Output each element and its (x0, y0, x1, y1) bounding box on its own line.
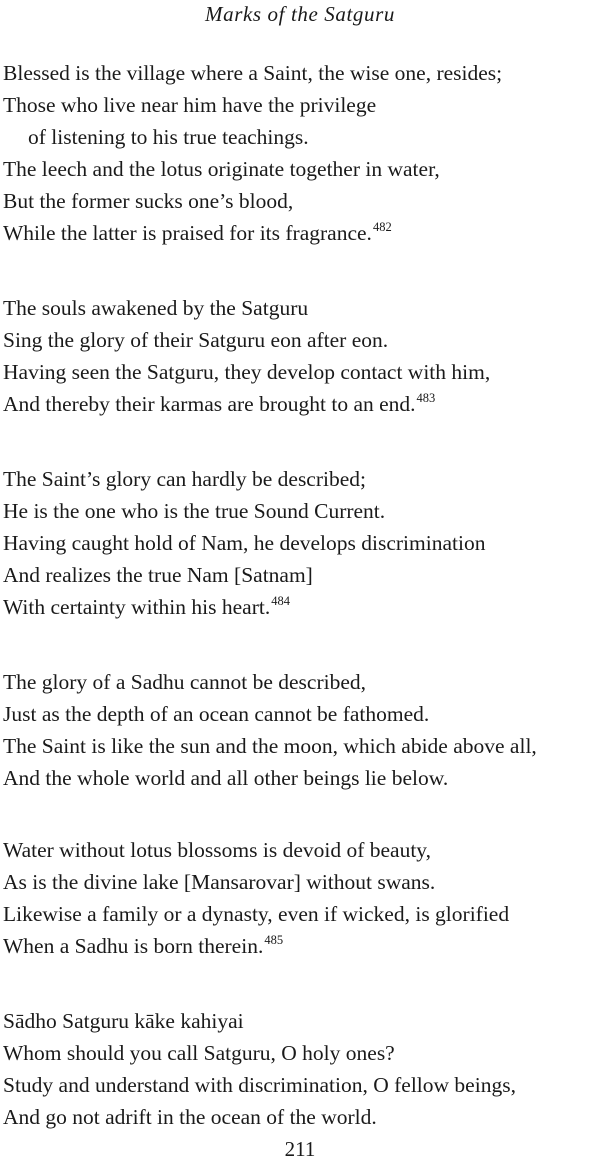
verse-text: Having caught hold of Nam, he develops discrimination (3, 531, 486, 555)
stanza (3, 57, 597, 252)
running-head: Marks of the Satguru (205, 2, 395, 26)
verse-text: The Saint is like the sun and the moon, which abide above all, (3, 734, 537, 758)
verse-text: When a Sadhu is born therein. (3, 934, 264, 958)
verse-text: He is the one who is the true Sound Current. (3, 499, 386, 523)
verse-line (3, 217, 597, 252)
verse-line (3, 1069, 597, 1101)
stanza (3, 1005, 597, 1133)
verse-text: While the latter is praised for its fragrance. (3, 221, 372, 245)
verse-text: Water without lotus blossoms is devoid of beauty, (3, 838, 432, 862)
verse-line (3, 591, 597, 626)
stanza (3, 666, 597, 794)
verse-text: Blessed is the village where a Saint, the wise one, resides; (3, 61, 503, 85)
verse-text: And realizes the true Nam [Satnam] (3, 563, 313, 587)
footnote-ref: 485 (264, 933, 284, 947)
verse-line (3, 866, 597, 898)
verse-line (3, 1101, 597, 1133)
stanza (3, 463, 597, 626)
verse-line (3, 57, 597, 89)
footnote-ref: 482 (372, 220, 392, 234)
verse-line (3, 730, 597, 762)
poem-body (3, 57, 597, 1173)
verse-text: The glory of a Sadhu cannot be described, (3, 670, 366, 694)
verse-line (3, 153, 597, 185)
verse-text: Just as the depth of an ocean cannot be fathomed. (3, 702, 430, 726)
verse-text: Whom should you call Satguru, O holy ones? (3, 1041, 395, 1065)
verse-text: And thereby their karmas are brought to an end. (3, 392, 416, 416)
verse-text: Study and understand with discrimination, O fellow beings, (3, 1073, 516, 1097)
verse-line (3, 930, 597, 965)
verse-line (3, 89, 597, 121)
verse-line (3, 356, 597, 388)
verse-line (3, 898, 597, 930)
verse-line (3, 527, 597, 559)
verse-text: And go not adrift in the ocean of the world. (3, 1105, 377, 1129)
page-number: 211 (284, 1137, 316, 1161)
footnote-ref: 483 (416, 391, 436, 405)
verse-text: of listening to his true teachings. (28, 125, 309, 149)
verse-text: Those who live near him have the privilege (3, 93, 377, 117)
verse-line (3, 762, 597, 794)
verse-line (3, 698, 597, 730)
footnote-ref: 484 (271, 594, 290, 608)
verse-text: With certainty within his heart. (3, 595, 271, 619)
verse-line (3, 121, 597, 153)
verse-line (3, 1005, 597, 1037)
verse-line (3, 324, 597, 356)
stanza (3, 834, 597, 965)
verse-text: Having seen the Satguru, they develop contact with him, (3, 360, 491, 384)
verse-text: And the whole world and all other beings lie below. (3, 766, 449, 790)
verse-text: Sing the glory of their Satguru eon after eon. (3, 328, 389, 352)
verse-text: Likewise a family or a dynasty, even if wicked, is glorified (3, 902, 510, 926)
verse-line (3, 1037, 597, 1069)
verse-text: The leech and the lotus originate together in water, (3, 157, 440, 181)
verse-text: Sādho Satguru kāke kahiyai (3, 1009, 244, 1033)
verse-line (3, 666, 597, 698)
verse-line (3, 463, 597, 495)
verse-line (3, 292, 597, 324)
verse-text: As is the divine lake [Mansarovar] without swans. (3, 870, 436, 894)
stanza (3, 292, 597, 423)
verse-line (3, 559, 597, 591)
verse-line (3, 834, 597, 866)
verse-line (3, 388, 597, 423)
verse-text: But the former sucks one’s blood, (3, 189, 294, 213)
verse-text: The souls awakened by the Satguru (3, 296, 309, 320)
verse-line (3, 495, 597, 527)
verse-text: The Saint’s glory can hardly be described; (3, 467, 367, 491)
verse-line (3, 185, 597, 217)
